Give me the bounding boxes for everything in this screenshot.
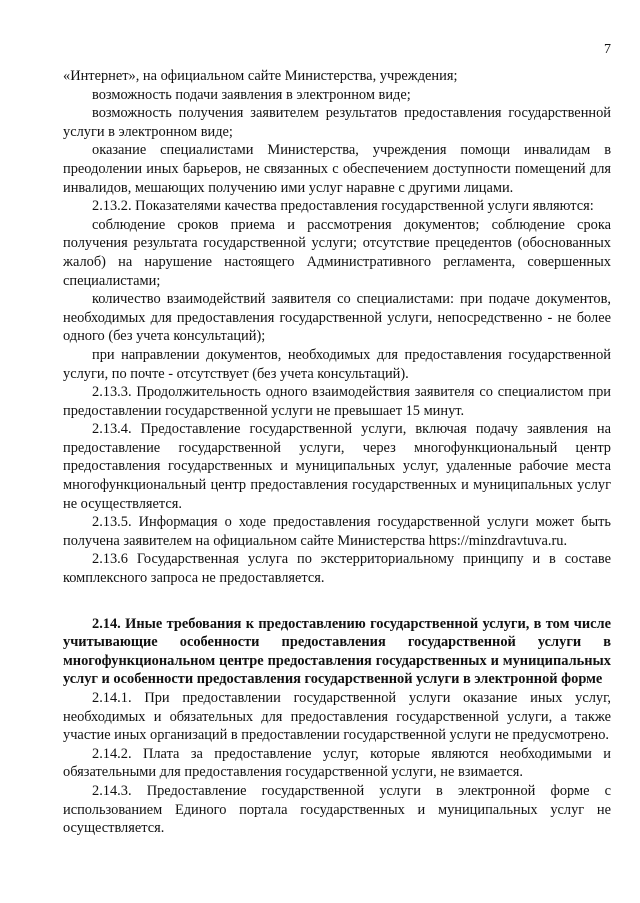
paragraph-disability-assistance: оказание специалистами Министерства, учреждения помощи инвалидам в преодолении иных барьеров, не связанных с обеспечением доступности помещений для инвалидов, мешающих получению ими услуг наравне с другими лицами.	[63, 142, 611, 196]
paragraph-electronic-application: возможность подачи заявления в электронном виде;	[92, 86, 411, 103]
paragraph-2-14-1: 2.14.1. При предоставлении государственной услуги оказание иных услуг, необходимых и обязательных для предоставления государственной услуги, а также участие иных организаций в предоставлении государственной услуги не предусмотрено.	[63, 690, 611, 744]
paragraph-interactions-count: количество взаимодействий заявителя со специалистами: при подаче документов, необходимых для предоставления государственной услуги, непосредственно - не более одного (без учета консультаций);	[63, 291, 611, 345]
paragraph-electronic-results: возможность получения заявителем результатов предоставления государственной услуги в электронном виде;	[63, 105, 611, 140]
paragraph-2-13-2: 2.13.2. Показателями качества предоставления государственной услуги являются:	[92, 198, 594, 215]
paragraph-2-14-3: 2.14.3. Предоставление государственной услуги в электронной форме с использованием Единого портала государственных и муниципальных услуг не осуществляется.	[63, 782, 611, 837]
paragraph-2-13-6: 2.13.6 Государственная услуга по экстерриториальному принципу и в составе комплексного запроса не предоставляется.	[63, 551, 611, 587]
paragraph-2-13-5: 2.13.5. Информация о ходе предоставления государственной услуги может быть получена заявителем на официальном сайте Министерства https://minzdravtuva.ru.	[63, 514, 611, 549]
paragraph-internet-site: «Интернет», на официальном сайте Министерства, учреждения;	[63, 68, 458, 84]
page-number: 7	[604, 42, 611, 57]
section-spacer	[63, 588, 611, 611]
paragraph-deadlines: соблюдение сроков приема и рассмотрения документов; соблюдение срока получения результата государственной услуги; отсутствие прецедентов (обоснованных жалоб) на нарушение настоящего Административного регламента, совершенных специалистами;	[63, 216, 611, 289]
paragraph-2-14-2: 2.14.2. Плата за предоставление услуг, которые являются необходимыми и обязательными для предоставления государственной услуги, не взимается.	[63, 745, 611, 781]
document-body	[63, 67, 611, 838]
paragraph-mail-delivery: при направлении документов, необходимых для предоставления государственной услуги, по почте - отсутствует (без учета консультаций).	[63, 346, 611, 382]
paragraph-2-13-4: 2.13.4. Предоставление государственной услуги, включая подачу заявления на предоставление государственной услуги, через многофункциональный центр предоставления государственных и муниципальных услуг, удаленные рабочие места многофункциональный центр предоставления государственных и муниципальных услуг не осуществляется.	[63, 421, 611, 512]
paragraph-2-13-3: 2.13.3. Продолжительность одного взаимодействия заявителя со специалистом при предоставлении государственной услуги не превышает 15 минут.	[63, 384, 611, 419]
section-heading-2-14: 2.14. Иные требования к предоставлению государственной услуги, в том числе учитывающие особенности предоставления государственной услуги в многофункциональном центре предоставления государственных и муниципальных услуг и особенности предоставления государственной услуги в электронной форме	[63, 615, 611, 688]
